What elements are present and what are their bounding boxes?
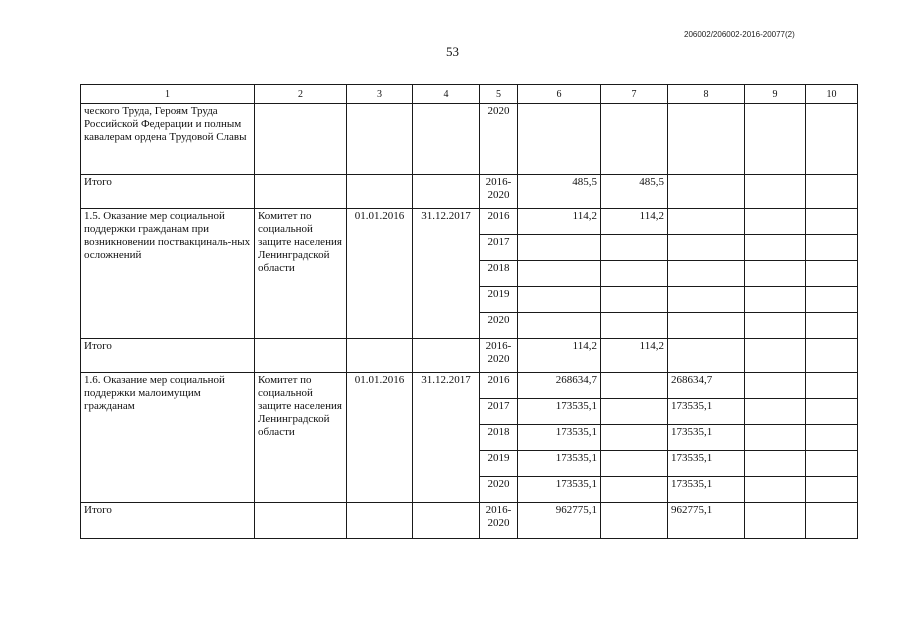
- measure-description: 1.5. Оказание мер социальной поддержки гражданам при возникновении поствакциналь-ных осложнений: [81, 209, 255, 339]
- regional-budget-cell: [668, 209, 745, 235]
- column-header: 1: [81, 85, 255, 104]
- year-range-cell: 2016-2020: [480, 175, 518, 209]
- federal-budget-cell: 114,2: [601, 339, 668, 373]
- regional-budget-cell: [668, 104, 745, 175]
- empty-cell: [745, 477, 806, 503]
- empty-cell: [255, 175, 347, 209]
- other-sources-cell: [806, 104, 858, 175]
- measure-description: ческого Труда, Героям Труда Российской Федерации и полным кавалерам ордена Трудовой Славы: [81, 104, 255, 175]
- column-header: 7: [601, 85, 668, 104]
- year-cell: 2017: [480, 399, 518, 425]
- empty-cell: [806, 477, 858, 503]
- empty-cell: [806, 339, 858, 373]
- federal-budget-cell: [601, 425, 668, 451]
- federal-budget-cell: 114,2: [601, 209, 668, 235]
- total-label: Итого: [81, 339, 255, 373]
- measure-description: 1.6. Оказание мер социальной поддержки малоимущим гражданам: [81, 373, 255, 503]
- end-date-cell: 31.12.2017: [413, 209, 480, 339]
- empty-cell: [255, 339, 347, 373]
- total-amount-cell: 173535,1: [518, 477, 601, 503]
- regional-budget-cell: 173535,1: [668, 425, 745, 451]
- year-range-cell: 2016-2020: [480, 339, 518, 373]
- header-row: [81, 85, 858, 104]
- year-cell: 2018: [480, 261, 518, 287]
- empty-cell: [745, 209, 806, 235]
- year-cell: 2017: [480, 235, 518, 261]
- empty-cell: [806, 373, 858, 399]
- empty-cell: [413, 503, 480, 539]
- year-cell: 2020: [480, 104, 518, 175]
- column-header: 3: [347, 85, 413, 104]
- empty-cell: [255, 503, 347, 539]
- regional-budget-cell: [668, 261, 745, 287]
- empty-cell: [806, 287, 858, 313]
- regional-budget-cell: [668, 287, 745, 313]
- total-amount-cell: 114,2: [518, 339, 601, 373]
- regional-budget-cell: 268634,7: [668, 373, 745, 399]
- empty-cell: [347, 503, 413, 539]
- empty-cell: [806, 399, 858, 425]
- empty-cell: [413, 339, 480, 373]
- total-amount-cell: 268634,7: [518, 373, 601, 399]
- empty-cell: [806, 209, 858, 235]
- end-date-cell: [413, 104, 480, 175]
- table-row: [81, 209, 858, 235]
- regional-budget-cell: [668, 235, 745, 261]
- empty-cell: [745, 235, 806, 261]
- start-date-cell: [347, 104, 413, 175]
- regional-budget-cell: 173535,1: [668, 451, 745, 477]
- executor-cell: Комитет по социальной защите населения Ленинградской области: [255, 373, 347, 503]
- local-budget-cell: [745, 104, 806, 175]
- total-amount-cell: [518, 235, 601, 261]
- federal-budget-cell: [601, 287, 668, 313]
- year-cell: 2016: [480, 209, 518, 235]
- empty-cell: [347, 339, 413, 373]
- year-cell: 2020: [480, 313, 518, 339]
- federal-budget-cell: [601, 235, 668, 261]
- total-amount-cell: 173535,1: [518, 425, 601, 451]
- regional-budget-cell: 962775,1: [668, 503, 745, 539]
- empty-cell: [745, 287, 806, 313]
- regional-budget-cell: 173535,1: [668, 477, 745, 503]
- federal-budget-cell: [601, 373, 668, 399]
- year-range-cell: 2016-2020: [480, 503, 518, 539]
- page-number: 53: [446, 44, 459, 59]
- total-row: [81, 175, 858, 209]
- total-amount-cell: 173535,1: [518, 399, 601, 425]
- end-date-cell: 31.12.2017: [413, 373, 480, 503]
- empty-cell: [806, 175, 858, 209]
- year-cell: 2020: [480, 477, 518, 503]
- empty-cell: [745, 399, 806, 425]
- federal-budget-cell: [601, 477, 668, 503]
- federal-budget-cell: [601, 313, 668, 339]
- empty-cell: [806, 313, 858, 339]
- empty-cell: [806, 425, 858, 451]
- total-label: Итого: [81, 503, 255, 539]
- federal-budget-cell: [601, 261, 668, 287]
- year-cell: 2018: [480, 425, 518, 451]
- column-header: 2: [255, 85, 347, 104]
- empty-cell: [347, 175, 413, 209]
- column-header: 4: [413, 85, 480, 104]
- empty-cell: [745, 339, 806, 373]
- federal-budget-cell: [601, 451, 668, 477]
- total-amount-cell: 114,2: [518, 209, 601, 235]
- column-header: 8: [668, 85, 745, 104]
- total-row: [81, 339, 858, 373]
- total-amount-cell: [518, 287, 601, 313]
- column-header: 9: [745, 85, 806, 104]
- column-header: 5: [480, 85, 518, 104]
- empty-cell: [745, 175, 806, 209]
- total-amount-cell: [518, 261, 601, 287]
- empty-cell: [413, 175, 480, 209]
- federal-budget-cell: [601, 399, 668, 425]
- document-id: 206002/206002-2016-20077(2): [684, 30, 795, 39]
- empty-cell: [806, 235, 858, 261]
- empty-cell: [806, 451, 858, 477]
- total-amount-cell: 173535,1: [518, 451, 601, 477]
- year-cell: 2016: [480, 373, 518, 399]
- total-amount-cell: 485,5: [518, 175, 601, 209]
- total-amount-cell: [518, 104, 601, 175]
- empty-cell: [806, 261, 858, 287]
- total-amount-cell: [518, 313, 601, 339]
- total-amount-cell: 962775,1: [518, 503, 601, 539]
- start-date-cell: 01.01.2016: [347, 209, 413, 339]
- executor-cell: Комитет по социальной защите населения Ленинградской области: [255, 209, 347, 339]
- federal-budget-cell: [601, 104, 668, 175]
- empty-cell: [745, 313, 806, 339]
- total-row: [81, 503, 858, 539]
- year-cell: 2019: [480, 287, 518, 313]
- table-row: [81, 373, 858, 399]
- empty-cell: [745, 425, 806, 451]
- total-label: Итого: [81, 175, 255, 209]
- empty-cell: [601, 503, 668, 539]
- column-header: 10: [806, 85, 858, 104]
- table-row: [81, 104, 858, 175]
- empty-cell: [806, 503, 858, 539]
- empty-cell: [745, 373, 806, 399]
- empty-cell: [668, 339, 745, 373]
- program-table: [80, 84, 858, 539]
- start-date-cell: 01.01.2016: [347, 373, 413, 503]
- empty-cell: [668, 175, 745, 209]
- regional-budget-cell: [668, 313, 745, 339]
- executor-cell: [255, 104, 347, 175]
- column-header: 6: [518, 85, 601, 104]
- regional-budget-cell: 173535,1: [668, 399, 745, 425]
- empty-cell: [745, 451, 806, 477]
- federal-budget-cell: 485,5: [601, 175, 668, 209]
- year-cell: 2019: [480, 451, 518, 477]
- empty-cell: [745, 503, 806, 539]
- empty-cell: [745, 261, 806, 287]
